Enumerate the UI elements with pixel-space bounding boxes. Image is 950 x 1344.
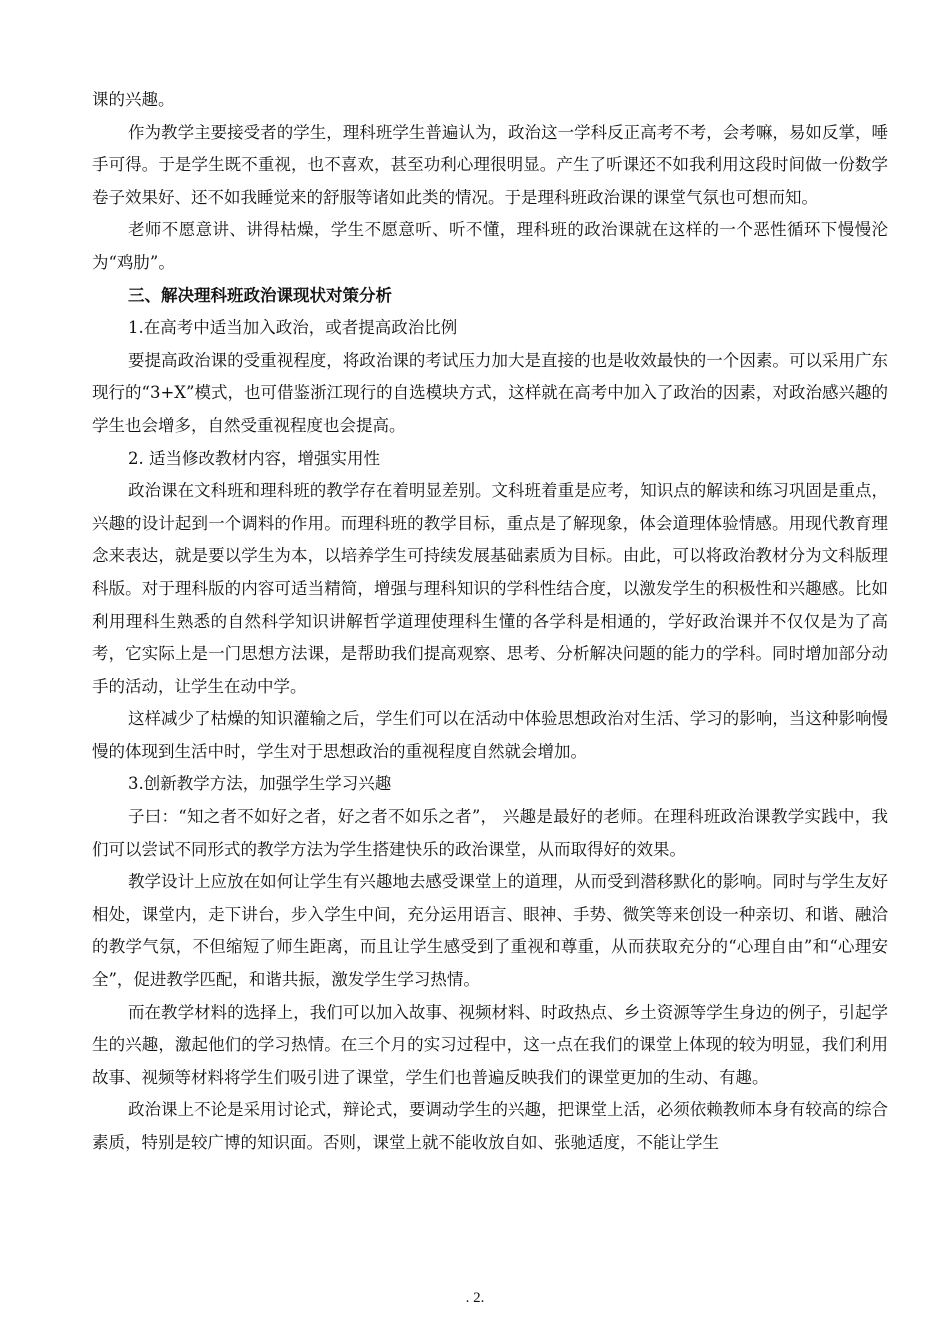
paragraph-teaching-materials: 而在教学材料的选择上，我们可以加入故事、视频材料、时政热点、乡土资源等学生身边的例子，引起学生的兴趣，激起他们的学习热情。在三个月的实习过程中，这一点在我们的课堂上体现的较为明显，我们利用故事、视频等材料将学生们吸引进了课堂，学生们也普遍反映我们的课堂更加的生动、有趣。 [92, 1002, 888, 1087]
subheading-3: 3.创新教学方法，加强学生学习兴趣 [128, 774, 392, 794]
paragraph-teaching-design: 教学设计上应放在如何让学生有兴趣地去感受课堂上的道理，从而受到潜移默化的影响。同时与学生友好相处，课堂内，走下讲台，步入学生中间，充分运用语言、眼神、手势、微笑等来创设一种亲切、和谐、融洽的教学气氛，不但缩短了师生距离，而且让学生感受到了重视和尊重，从而获取充分的“心理自由”和“心理安全”，促进教学匹配，和谐共振，激发学生学习热情。 [92, 872, 888, 990]
paragraph-textbook: 政治课在文科班和理科班的教学存在着明显差别。文科班着重是应考，知识点的解读和练习巩固是重点，兴趣的设计起到一个调料的作用。而理科班的教学目标，重点是了解现象，体会道理体验情感。用现代教育理念来表达，就是要以学生为本，以培养学生可持续发展基础素质为目标。由此，可以将政治教材分为文科版理科版。对于理科版的内容可适当精简，增强与理科知识的学科性结合度，以激发学生的积极性和兴趣感。比如利用理科生熟悉的自然科学知识讲解哲学道理使理科生懂的各学科是相通的，学好政治课并不仅仅是为了高考，它实际上是一门思想方法课，是帮助我们提高观察、思考、分析解决问题的能力的学科。同时增加部分动手的活动，让学生在动中学。 [92, 481, 888, 696]
subheading-1: 1.在高考中适当加入政治，或者提高政治比例 [128, 318, 458, 338]
paragraph-vicious-cycle: 老师不愿意讲、讲得枯燥，学生不愿意听、听不懂，理科班的政治课就在这样的一个恶性循环下慢慢沦为“鸡肋”。 [92, 220, 888, 272]
paragraph-continuation: 课的兴趣。 [92, 90, 175, 109]
page-number: . 2. [465, 1290, 485, 1306]
paragraph-teacher-quality: 政治课上不论是采用讨论式，辩论式，要调动学生的兴趣，把课堂上活，必须依赖教师本身有较高的综合素质，特别是较广博的知识面。否则，课堂上就不能收放自如、张驰适度，不能让学生 [92, 1100, 888, 1152]
paragraph-activities: 这样减少了枯燥的知识灌输之后，学生们可以在活动中体验思想政治对生活、学习的影响，当这种影响慢慢的体现到生活中时，学生对于思想政治的重视程度自然就会增加。 [92, 709, 888, 761]
document-body [92, 84, 888, 1160]
paragraph-student-attitude: 作为教学主要接受者的学生，理科班学生普遍认为，政治这一学科反正高考不考，会考嘛，易如反掌，唾手可得。于是学生既不重视，也不喜欢，甚至功利心理很明显。产生了听课还不如我利用这段时间做一份数学卷子效果好、还不如我睡觉来的舒服等诸如此类的情况。于是理科班政治课的课堂气氛也可想而知。 [92, 122, 888, 207]
paragraph-confucius-quote: 子曰：“知之者不如好之者，好之者不如乐之者”， 兴趣是最好的老师。在理科班政治课教学实践中，我们可以尝试不同形式的教学方法为学生搭建快乐的政治课堂，从而取得好的效果。 [92, 807, 888, 859]
paragraph-exam-pressure: 要提高政治课的受重视程度，将政治课的考试压力加大是直接的也是收效最快的一个因素。可以采用广东现行的“3+X”模式，也可借鉴浙江现行的自选模块方式，这样就在高考中加入了政治的因素，对政治感兴趣的学生也会增多，自然受重视程度也会提高。 [92, 350, 888, 435]
subheading-2: 2. 适当修改教材内容，增强实用性 [128, 448, 380, 468]
section-heading: 三、解决理科班政治课现状对策分析 [128, 285, 392, 305]
